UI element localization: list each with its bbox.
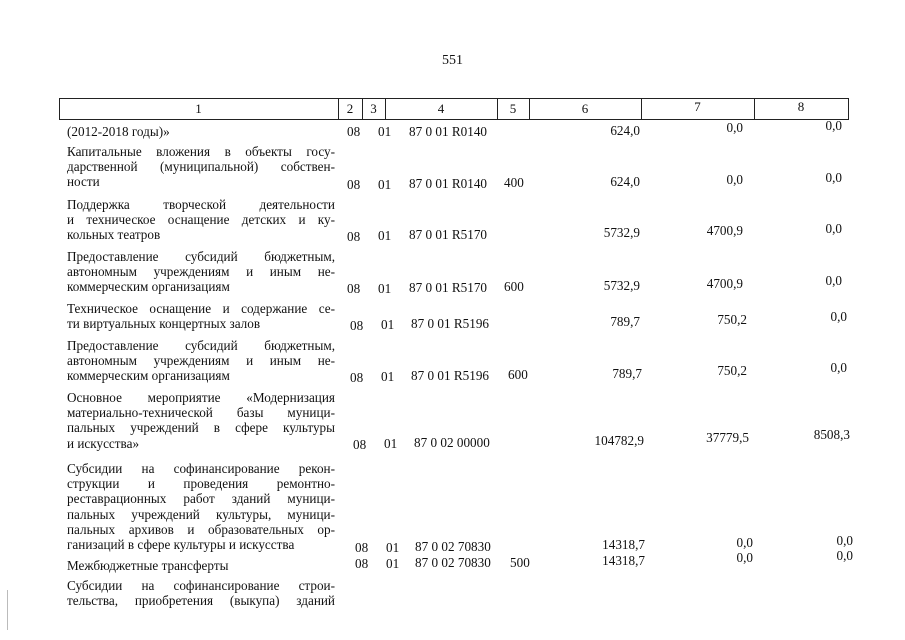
cell-value-7: 4700,9: [706, 276, 743, 291]
cell-value-8: 0,0: [825, 221, 842, 236]
row-description: [67, 144, 335, 190]
row-description: [67, 301, 335, 331]
cell-value-8: 0,0: [836, 533, 853, 548]
cell-section: 08: [350, 318, 364, 333]
row-description-line: ти виртуальных концертных залов: [67, 316, 261, 332]
cell-value-8: 0,0: [825, 118, 842, 133]
row-description: [67, 390, 335, 451]
header-col-5: 5: [509, 101, 517, 116]
cell-subsection: 01: [386, 540, 400, 555]
row-description-line: ганизаций в сфере культуры и искусства: [67, 537, 295, 553]
header-col-1: 1: [195, 101, 202, 116]
row-description-line: кольных театров: [67, 227, 161, 243]
row-description-line: пальных учреждений в сфере культуры: [67, 420, 335, 436]
row-description-line: Техническое оснащение и содержание се-: [67, 301, 335, 316]
cell-section: 08: [347, 281, 361, 296]
row-description-line: Межбюджетные трансферты: [67, 558, 229, 573]
cell-value-6: 14318,7: [602, 553, 645, 568]
cell-subsection: 01: [378, 281, 392, 296]
row-description-line: коммерческим организациям: [67, 368, 230, 384]
cell-section: 08: [350, 370, 364, 385]
row-description-line: Предоставление субсидий бюджетным,: [67, 338, 335, 353]
header-border-8: [848, 98, 849, 120]
cell-target-code: 87 0 01 R5170: [409, 280, 488, 295]
row-description-line: (2012-2018 годы)»: [67, 124, 170, 139]
cell-subsection: 01: [384, 436, 398, 451]
cell-target-code: 87 0 01 R5196: [411, 368, 490, 383]
cell-value-7: 4700,9: [706, 223, 743, 238]
row-description-line: тельства, приобретения (выкупа) зданий: [67, 593, 335, 609]
row-description-line: Субсидии на софинансирование строи-: [67, 578, 335, 593]
cell-value-8: 0,0: [830, 309, 847, 324]
cell-value-8: 0,0: [830, 360, 847, 375]
header-col-4: 4: [437, 101, 445, 116]
cell-target-code: 87 0 01 R5196: [411, 316, 490, 331]
header-col-6: 6: [581, 101, 589, 116]
cell-value-7: 0,0: [726, 120, 743, 135]
cell-section: 08: [347, 229, 361, 244]
row-description: [67, 578, 335, 608]
row-description-line: пальных архивов и образовательных ор-: [67, 521, 335, 537]
row-description-line: автономным учреждениям и иным не-: [67, 353, 335, 369]
cell-value-6: 624,0: [610, 174, 640, 189]
row-description: [67, 249, 335, 295]
cell-subsection: 01: [386, 556, 400, 571]
row-description: [67, 124, 335, 139]
cell-subsection: 01: [378, 124, 392, 139]
cell-section: 08: [355, 556, 369, 571]
cell-value-8: 0,0: [836, 548, 853, 563]
row-description-line: Предоставление субсидий бюджетным,: [67, 249, 335, 264]
cell-value-8: 8508,3: [813, 427, 850, 442]
header-col-3: 3: [370, 101, 377, 116]
cell-expense-type: 400: [504, 175, 524, 190]
cell-value-6: 789,7: [612, 366, 642, 381]
cell-value-6: 5732,9: [603, 278, 640, 293]
row-description-line: Основное мероприятие «Модернизация: [67, 390, 335, 405]
cell-section: 08: [355, 540, 369, 555]
cell-value-7: 0,0: [736, 535, 753, 550]
cell-target-code: 87 0 02 70830: [415, 539, 491, 554]
row-description-line: дарственной (муниципальной) собствен-: [67, 159, 335, 175]
cell-expense-type: 500: [510, 555, 530, 570]
cell-target-code: 87 0 02 70830: [415, 555, 491, 570]
cell-expense-type: 600: [508, 367, 528, 382]
cell-subsection: 01: [378, 177, 392, 192]
row-description: [67, 558, 335, 573]
cell-value-6: 5732,9: [603, 225, 640, 240]
cell-section: 08: [347, 177, 361, 192]
row-description-line: ности: [67, 174, 100, 190]
cell-value-6: 104782,9: [594, 433, 644, 448]
cell-section: 08: [353, 437, 367, 452]
cell-value-7: 37779,5: [706, 430, 749, 445]
cell-target-code: 87 0 01 R5170: [409, 227, 488, 242]
cell-target-code: 87 0 01 R0140: [409, 176, 488, 191]
cell-value-8: 0,0: [825, 170, 842, 185]
row-description-line: и искусства»: [67, 435, 140, 451]
cell-target-code: 87 0 01 R0140: [409, 124, 488, 139]
cell-value-8: 0,0: [825, 273, 842, 288]
cell-value-6: 789,7: [610, 314, 640, 329]
cell-section: 08: [347, 124, 361, 139]
cell-value-6: 14318,7: [602, 537, 645, 552]
cell-value-7: 0,0: [736, 550, 753, 565]
row-description-line: Капитальные вложения в объекты госу-: [67, 144, 335, 159]
cell-target-code: 87 0 02 00000: [414, 435, 490, 450]
row-description-line: пальных учреждений культуры, муници-: [67, 506, 335, 522]
cell-value-7: 750,2: [717, 312, 747, 327]
cell-expense-type: 600: [504, 279, 524, 294]
row-description-line: автономным учреждениям и иным не-: [67, 264, 335, 280]
cell-subsection: 01: [381, 317, 395, 332]
row-description: [67, 338, 335, 384]
row-description-line: струкции и проведения ремонтно-: [67, 476, 335, 492]
table-header: [59, 98, 849, 120]
row-description: [67, 461, 335, 552]
cell-value-7: 0,0: [726, 172, 743, 187]
row-description-line: Поддержка творческой деятельности: [67, 197, 335, 212]
page-number: 551: [442, 53, 463, 68]
cell-subsection: 01: [381, 369, 395, 384]
row-description-line: реставрационных работ зданий муници-: [67, 491, 335, 507]
row-description-line: и техническое оснащение детских и ку-: [67, 212, 335, 228]
row-description-line: Субсидии на софинансирование рекон-: [67, 461, 335, 476]
row-description: [67, 197, 335, 243]
row-description-line: материально-технической базы муници-: [67, 405, 335, 421]
row-description-line: коммерческим организациям: [67, 279, 230, 295]
header-col-7: 7: [694, 99, 701, 114]
cell-subsection: 01: [378, 228, 392, 243]
header-col-8: 8: [797, 99, 805, 114]
cell-value-7: 750,2: [717, 363, 747, 378]
scan-margin-mark: [7, 590, 8, 630]
cell-value-6: 624,0: [610, 123, 640, 138]
header-col-2: 2: [346, 101, 354, 116]
